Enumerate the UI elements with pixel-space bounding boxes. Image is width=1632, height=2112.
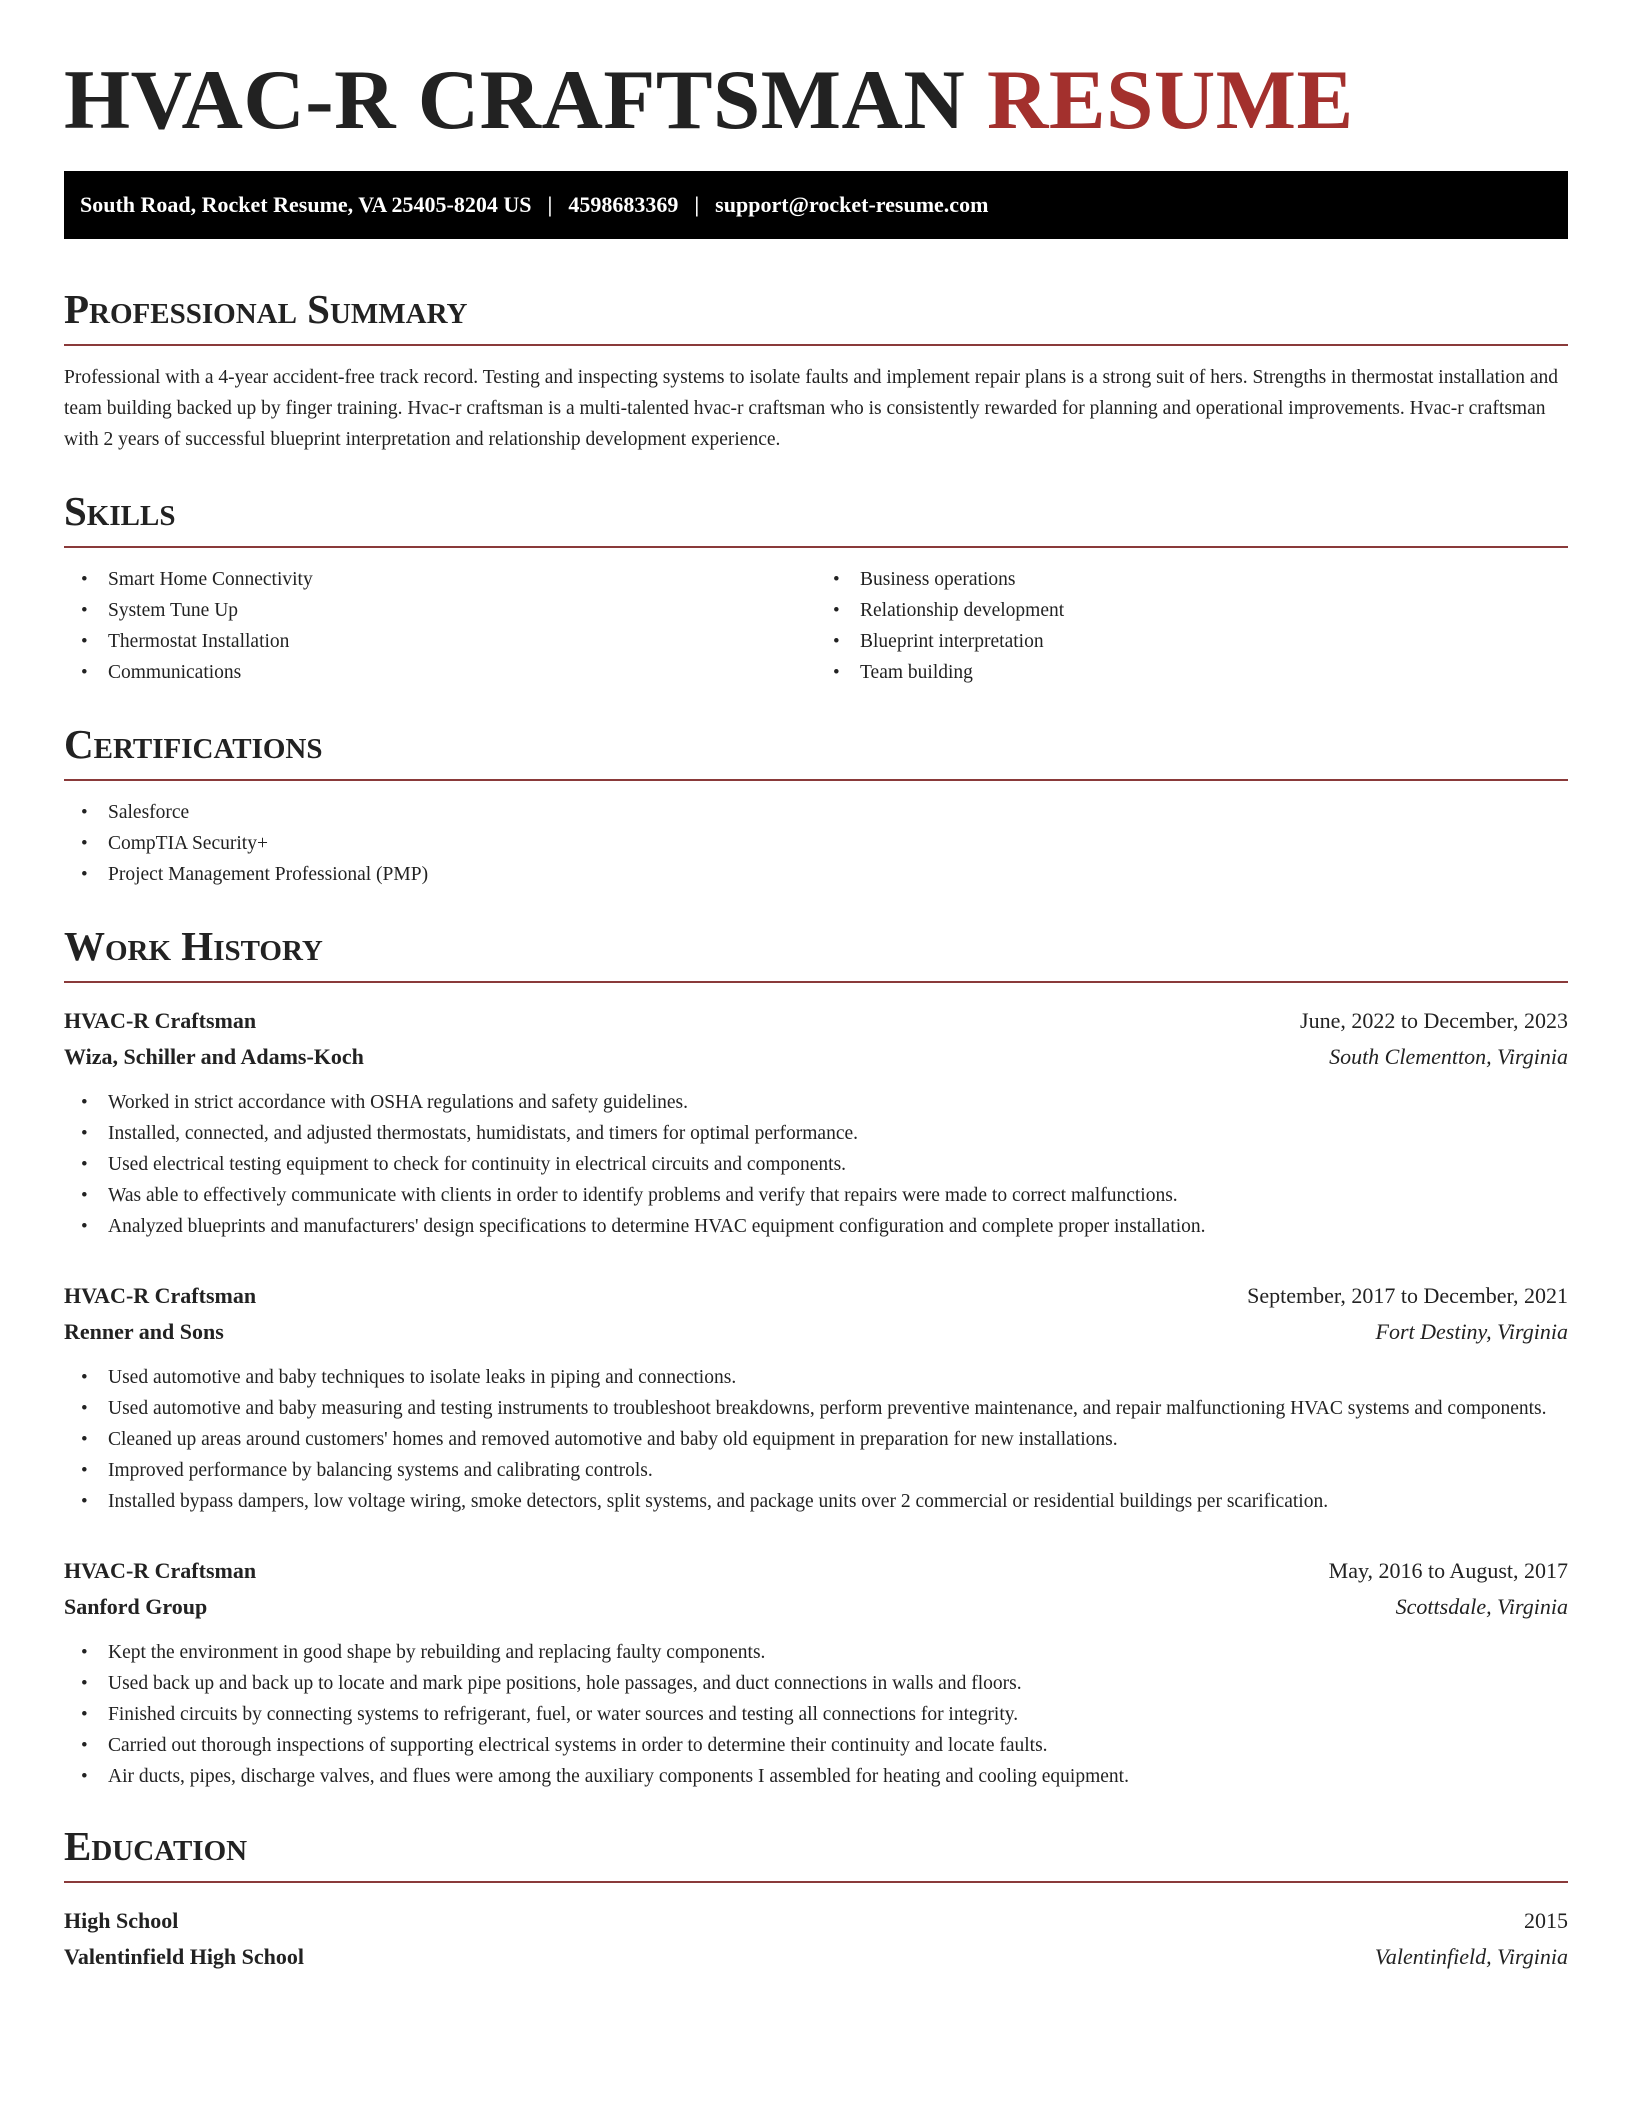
education-entry [64,1903,1568,1975]
job-header-row [64,1278,1568,1314]
job-duty: • Improved performance by balancing systems and calibrating controls. [64,1455,1568,1486]
job-duty: • Cleaned up areas around customers' homes and removed automotive and baby old equipment in preparation for new installations. [64,1424,1568,1455]
education-degree: High School [64,1908,179,1934]
job-duty: • Finished circuits by connecting systems to refrigerant, fuel, or water sources and testing all connections for integrity. [64,1699,1568,1730]
title-main: HVAC-R CRAFTSMAN [64,53,966,147]
job-company-row [64,1039,1568,1075]
skill-item: • Business operations [816,564,1568,595]
skill-item: • Relationship development [816,595,1568,626]
skills-list-right [816,564,1568,688]
job-duty: • Analyzed blueprints and manufacturers' design specifications to determine HVAC equipment configuration and complete proper installation. [64,1211,1568,1242]
job-duty: • Worked in strict accordance with OSHA regulations and safety guidelines. [64,1087,1568,1118]
job-duty: • Kept the environment in good shape by rebuilding and replacing faulty components. [64,1637,1568,1668]
job-dates: September, 2017 to December, 2021 [1247,1283,1568,1309]
certification-item: • CompTIA Security+ [64,828,1568,859]
title-accent: RESUME [987,53,1354,147]
job-duty: • Carried out thorough inspections of supporting electrical systems in order to determine their continuity and locate faults. [64,1730,1568,1761]
job-dates: June, 2022 to December, 2023 [1300,1008,1568,1034]
job-company-row [64,1589,1568,1625]
resume-title [64,0,1568,145]
contact-bar [64,171,1568,239]
summary-text: Professional with a 4-year accident-free track record. Testing and inspecting systems to isolate faults and implement repair plans is a strong suit of hers. Strengths in thermostat installation and team building backed up by finger training. Hvac-r craftsman is a multi-talented hvac-r craftsman who is consistently rewarded for planning and operational improvements. Hvac-r craftsman with 2 years of successful blueprint interpretation and relationship development experience. [64,367,1558,451]
job-entry [64,1003,1568,1242]
job-duty: • Used back up and back up to locate and mark pipe positions, hole passages, and duct connections in walls and floors. [64,1668,1568,1699]
job-duties [64,1362,1568,1517]
education-location: Valentinfield, Virginia [1374,1944,1568,1970]
job-company: Wiza, Schiller and Adams-Koch [64,1044,364,1070]
education-heading: Education [64,1826,1568,1883]
job-company-row [64,1314,1568,1350]
job-duty: • Installed, connected, and adjusted thermostats, humidistats, and timers for optimal performance. [64,1118,1568,1149]
contact-address: South Road, Rocket Resume, VA 25405-8204 US [80,192,532,218]
job-duty: • Used electrical testing equipment to check for continuity in electrical circuits and components. [64,1149,1568,1180]
work-history-heading: Work History [64,926,1568,983]
job-company: Renner and Sons [64,1319,224,1345]
job-duty: • Installed bypass dampers, low voltage wiring, smoke detectors, split systems, and package units over 2 commercial or residential buildings per scarification. [64,1486,1568,1517]
job-header-row [64,1003,1568,1039]
education-year: 2015 [1524,1908,1568,1934]
certifications-heading: Certifications [64,724,1568,781]
education-school: Valentinfield High School [64,1944,305,1970]
skill-item: • Thermostat Installation [64,626,816,657]
job-duty: • Air ducts, pipes, discharge valves, and flues were among the auxiliary components I assembled for heating and cooling equipment. [64,1761,1568,1792]
job-entry [64,1553,1568,1792]
job-duties [64,1087,1568,1242]
skill-item: • Smart Home Connectivity [64,564,816,595]
education-school-row [64,1939,1568,1975]
job-title: HVAC-R Craftsman [64,1283,257,1309]
job-entry [64,1278,1568,1517]
job-location: Fort Destiny, Virginia [1375,1319,1568,1345]
contact-separator: | [547,192,553,218]
summary-heading: Professional Summary [64,289,1568,346]
education-header-row [64,1903,1568,1939]
certification-item: • Project Management Professional (PMP) [64,859,1568,890]
job-duty: • Used automotive and baby measuring and testing instruments to troubleshoot breakdowns, perform preventive maintenance, and repair malfunctioning HVAC systems and components. [64,1393,1568,1424]
job-dates: May, 2016 to August, 2017 [1328,1558,1568,1584]
certification-item: • Salesforce [64,797,1568,828]
job-title: HVAC-R Craftsman [64,1008,257,1034]
job-location: South Clementton, Virginia [1329,1044,1568,1070]
job-duty: • Was able to effectively communicate with clients in order to identify problems and verify that repairs were made to correct malfunctions. [64,1180,1568,1211]
job-title: HVAC-R Craftsman [64,1558,257,1584]
skill-item: • System Tune Up [64,595,816,626]
skill-item: • Team building [816,657,1568,688]
certifications-list [64,797,1568,890]
contact-separator: | [694,192,700,218]
contact-email: support@rocket-resume.com [715,192,989,218]
skill-item: • Blueprint interpretation [816,626,1568,657]
job-duty: • Used automotive and baby techniques to isolate leaks in piping and connections. [64,1362,1568,1393]
contact-phone: 4598683369 [568,192,679,218]
job-location: Scottsdale, Virginia [1395,1594,1568,1620]
job-header-row [64,1553,1568,1589]
skills-heading: Skills [64,491,1568,548]
skill-item: • Communications [64,657,816,688]
job-company: Sanford Group [64,1594,208,1620]
skills-list-left [64,564,816,688]
skills-grid [64,564,1568,688]
job-duties [64,1637,1568,1792]
